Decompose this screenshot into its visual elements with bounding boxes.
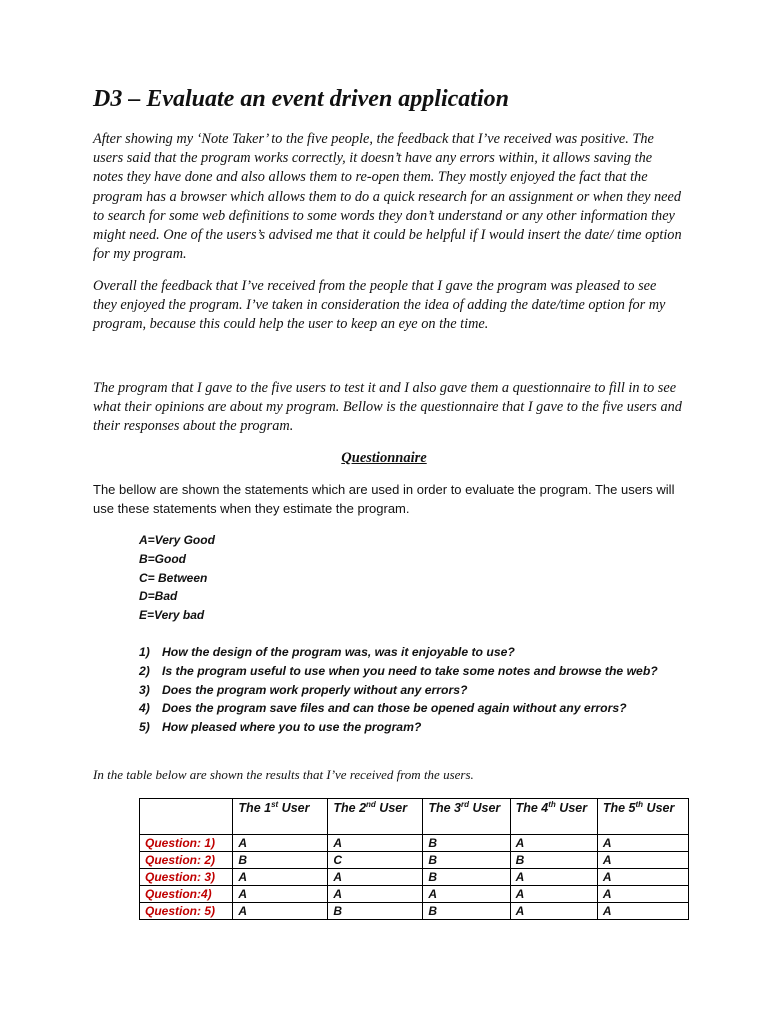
results-table — [139, 798, 689, 920]
header-cell-user-5 — [597, 799, 688, 835]
scale-item: D=Bad — [139, 589, 178, 604]
header-cell-user-4 — [510, 799, 597, 835]
header-text: The 1 — [238, 801, 272, 815]
question-item — [139, 718, 658, 737]
table-row — [140, 852, 689, 869]
table-cell: C — [328, 852, 423, 869]
header-ordinal: th — [548, 799, 556, 809]
header-ordinal: nd — [366, 799, 376, 809]
table-cell: B — [328, 903, 423, 920]
table-cell: A — [510, 903, 597, 920]
table-cell: B — [510, 852, 597, 869]
header-text: User — [555, 801, 588, 815]
header-text: The 4 — [515, 801, 549, 815]
table-cell: A — [597, 903, 688, 920]
document-title: D3 – Evaluate an event driven application — [93, 86, 509, 112]
table-cell: A — [597, 869, 688, 886]
table-cell: A — [423, 886, 510, 903]
table-cell: A — [328, 886, 423, 903]
table-cell: B — [423, 835, 510, 852]
table-caption: In the table below are shown the results that I’ve received from the users. — [93, 767, 474, 782]
header-cell-user-1 — [233, 799, 328, 835]
table-row — [140, 835, 689, 852]
header-cell-user-2 — [328, 799, 423, 835]
header-ordinal: th — [635, 799, 644, 809]
header-ordinal: st — [271, 799, 279, 809]
question-item — [139, 643, 658, 662]
question-number: 3) — [139, 682, 150, 697]
paragraph-overall: Overall the feedback that I’ve received from the people that I gave the program was pleased to see they enjoyed the program. I’ve taken in consideration the idea of adding the date/time option for my program, because this could help the user to keep an eye on the time. — [93, 278, 666, 333]
rating-scale-list — [139, 531, 215, 625]
table-cell: A — [233, 835, 328, 852]
question-item — [139, 681, 658, 700]
header-ordinal: rd — [461, 799, 470, 809]
scale-item: B=Good — [139, 551, 186, 566]
row-label: Question: 2) — [140, 852, 233, 869]
question-number: 4) — [139, 701, 150, 716]
question-text: Does the program work properly without any errors? — [162, 682, 468, 697]
table-cell: A — [597, 852, 688, 869]
table-row — [140, 903, 689, 920]
header-text: The 5 — [602, 801, 636, 815]
table-cell: A — [233, 869, 328, 886]
question-number: 2) — [139, 663, 150, 678]
table-row — [140, 886, 689, 903]
scale-item: A=Very Good — [139, 533, 215, 547]
header-text: The 2 — [333, 801, 367, 815]
row-label: Question: 3) — [140, 869, 233, 886]
question-text: How pleased where you to use the program? — [162, 720, 422, 735]
table-cell: A — [233, 903, 328, 920]
table-cell: A — [510, 869, 597, 886]
question-item — [139, 699, 658, 718]
table-cell: A — [510, 886, 597, 903]
table-cell: B — [423, 852, 510, 869]
header-text: The 3 — [428, 801, 462, 815]
question-number: 5) — [139, 720, 150, 735]
table-cell: B — [423, 903, 510, 920]
questionnaire-title: Questionnaire — [341, 450, 427, 466]
question-text: How the design of the program was, was it enjoyable to use? — [162, 645, 515, 659]
paragraph-program-test: The program that I gave to the five users to test it and I also gave them a questionnaire to fill in to see what their opinions are about my program. Bellow is the questionnaire that I gave to the five users and their responses about the program. — [93, 380, 682, 435]
question-number: 1) — [139, 645, 150, 659]
table-cell: A — [597, 835, 688, 852]
header-text: User — [375, 801, 408, 815]
header-text: User — [643, 801, 675, 815]
question-list — [139, 643, 658, 737]
table-header-row — [140, 799, 689, 835]
row-label: Question: 5) — [140, 903, 233, 920]
table-row — [140, 869, 689, 886]
table-cell: A — [233, 886, 328, 903]
scale-item: C= Between — [139, 570, 208, 585]
header-text: User — [278, 801, 310, 815]
header-cell-empty — [140, 799, 233, 835]
table-cell: A — [328, 835, 423, 852]
header-text: User — [469, 801, 501, 815]
table-cell: B — [233, 852, 328, 869]
table-cell: B — [423, 869, 510, 886]
table-cell: A — [328, 869, 423, 886]
questionnaire-intro: The bellow are shown the statements which are used in order to evaluate the program. The users will use these statements when they estimate the program. — [93, 482, 675, 516]
table-cell: A — [510, 835, 597, 852]
question-text: Is the program useful to use when you need to take some notes and browse the web? — [162, 663, 658, 678]
paragraph-feedback: After showing my ‘Note Taker’ to the five people, the feedback that I’ve received was positive. The users said that the program works correctly, it doesn’t have any errors within, it allows saving the notes they have done and also allows them to re-open them. They mostly enjoyed the fact that the program has a browser which allows them to do a quick research for an assignment or when they need to search for some web definitions to some words they don’t understand or any other information they might need. One of the users’s advised me that it could be helpful if I would insert the date/ time option for my program. — [93, 131, 682, 263]
question-item — [139, 662, 658, 681]
row-label: Question: 1) — [140, 835, 233, 852]
row-label: Question:4) — [140, 886, 233, 903]
header-cell-user-3 — [423, 799, 510, 835]
table-cell: A — [597, 886, 688, 903]
question-text: Does the program save files and can those be opened again without any errors? — [162, 701, 627, 716]
scale-item: E=Very bad — [139, 608, 205, 623]
